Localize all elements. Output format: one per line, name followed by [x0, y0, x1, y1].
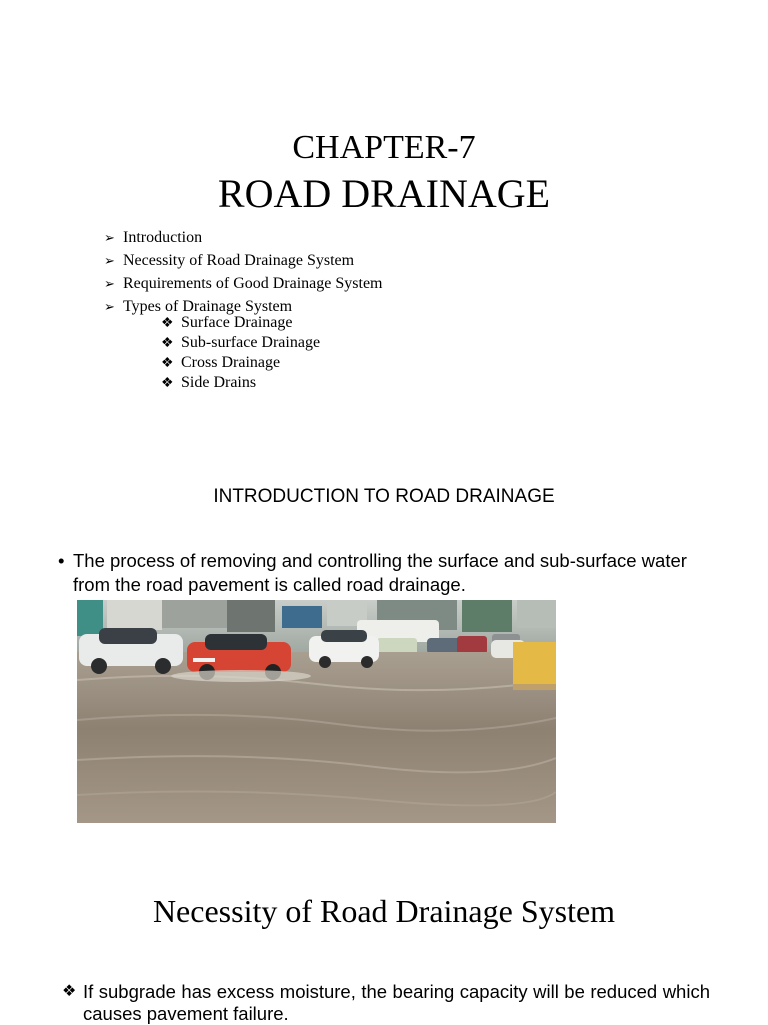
contents-subitem: [161, 313, 383, 333]
diamond-bullet-icon: ❖: [161, 376, 174, 391]
contents-subitem: [161, 353, 383, 373]
contents-item: [104, 272, 383, 295]
contents-item-label: Requirements of Good Drainage System: [123, 275, 383, 292]
contents-subitem: [161, 333, 383, 353]
introduction-paragraph: [58, 549, 718, 597]
necessity-text: If subgrade has excess moisture, the bearing capacity will be reduced which causes pavement failure.: [83, 981, 710, 1024]
chapter-number: CHAPTER-7: [292, 129, 476, 166]
contents-subitem-label: Cross Drainage: [181, 354, 281, 371]
contents-item-label: Types of Drainage System: [123, 298, 293, 315]
contents-sublist: [161, 313, 383, 393]
contents-subitem-label: Surface Drainage: [181, 314, 293, 331]
contents-item-label: Necessity of Road Drainage System: [123, 252, 355, 269]
contents-item-label: Introduction: [123, 229, 203, 246]
diamond-bullet-icon: ❖: [62, 983, 77, 1000]
contents-list: [104, 226, 383, 393]
contents-item: [104, 249, 383, 272]
contents-item: [104, 295, 383, 393]
contents-subitem: [161, 373, 383, 393]
necessity-paragraph: [62, 981, 710, 1025]
diamond-bullet-icon: ❖: [161, 336, 174, 351]
introduction-text: The process of removing and controlling the surface and sub-surface water from the road pavement is called road drainage.: [73, 550, 687, 595]
contents-subitem-label: Side Drains: [181, 374, 257, 391]
diamond-bullet-icon: ❖: [161, 356, 174, 371]
arrow-bullet-icon: ➢: [104, 253, 115, 268]
flooded-road-photo: [77, 600, 556, 823]
necessity-heading: Necessity of Road Drainage System: [152, 893, 616, 929]
contents-item: [104, 226, 383, 249]
bullet-dot-icon: •: [58, 550, 65, 571]
arrow-bullet-icon: ➢: [104, 299, 115, 314]
diamond-bullet-icon: ❖: [161, 316, 174, 331]
arrow-bullet-icon: ➢: [104, 230, 115, 245]
introduction-heading: INTRODUCTION TO ROAD DRAINAGE: [213, 486, 555, 507]
contents-subitem-label: Sub-surface Drainage: [181, 334, 321, 351]
chapter-title: ROAD DRAINAGE: [217, 171, 551, 216]
arrow-bullet-icon: ➢: [104, 276, 115, 291]
